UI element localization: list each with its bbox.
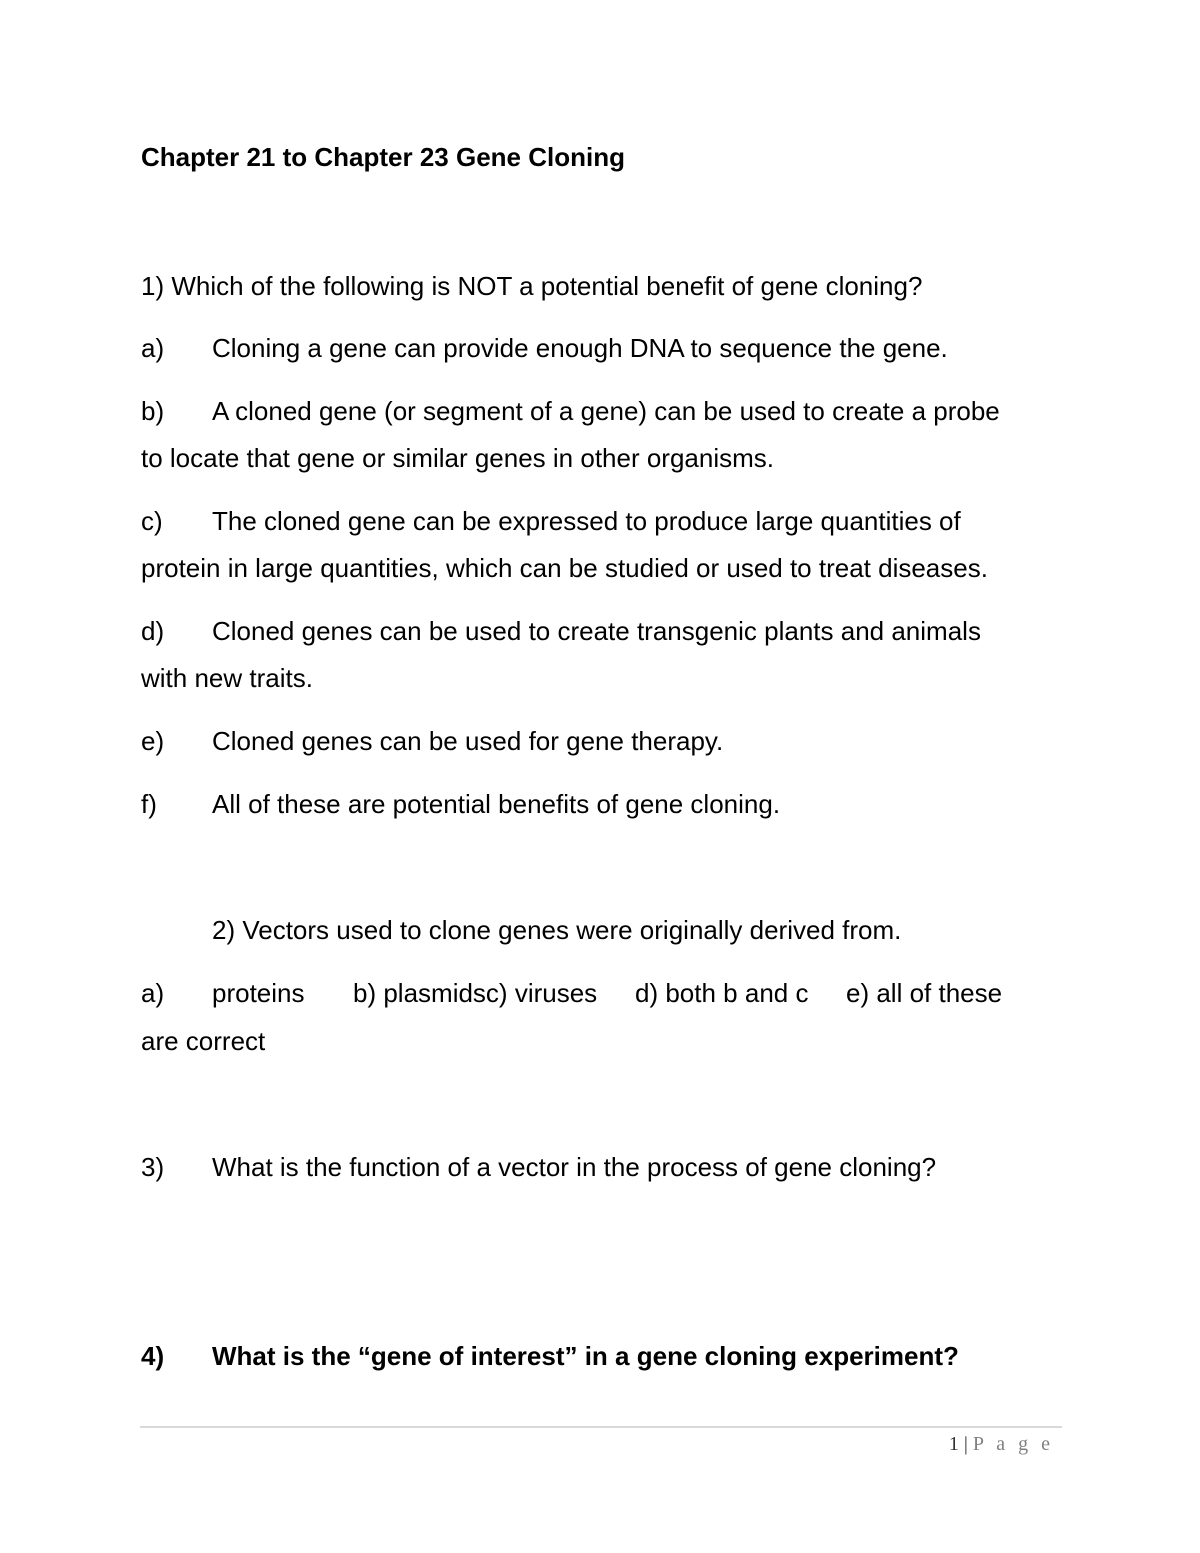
- page-number: 1: [948, 1433, 959, 1455]
- question-3: What is the function of a vector in the process of gene cloning?: [212, 1152, 937, 1182]
- q1-option-b-text: A cloned gene (or segment of a gene) can be used to create a probe: [212, 396, 1000, 426]
- q1-option-c-text-cont: protein in large quantities, which can be studied or used to treat diseases.: [141, 553, 988, 583]
- q1-option-c-text: The cloned gene can be expressed to produce large quantities of: [212, 506, 961, 536]
- q2-option-bc: b) plasmidsc) viruses: [353, 978, 598, 1008]
- footer-rule: [140, 1426, 1062, 1428]
- q1-option-d-text-cont: with new traits.: [141, 663, 313, 693]
- question-2: 2) Vectors used to clone genes were originally derived from.: [212, 915, 902, 945]
- q1-option-a-label: a): [141, 333, 165, 363]
- q3-label: 3): [141, 1152, 165, 1182]
- q1-option-e-text: Cloned genes can be used for gene therapy.: [212, 726, 724, 756]
- q1-option-a-text: Cloning a gene can provide enough DNA to sequence the gene.: [212, 333, 948, 363]
- q2-options-label: a): [141, 978, 165, 1008]
- q1-option-f-text: All of these are potential benefits of gene cloning.: [212, 789, 781, 819]
- q2-option-e-cont: are correct: [141, 1026, 266, 1056]
- q1-option-d-label: d): [141, 616, 165, 646]
- page-title: Chapter 21 to Chapter 23 Gene Cloning: [141, 142, 625, 172]
- q1-option-c-label: c): [141, 506, 163, 536]
- q4-label: 4): [141, 1341, 165, 1371]
- q1-option-d-text: Cloned genes can be used to create transgenic plants and animals: [212, 616, 981, 646]
- question-4: What is the “gene of interest” in a gene cloning experiment?: [212, 1341, 959, 1371]
- q2-option-e: e) all of these: [846, 978, 1003, 1008]
- q1-option-f-label: f): [141, 789, 157, 819]
- q1-option-e-label: e): [141, 726, 165, 756]
- q1-option-b-label: b): [141, 396, 165, 426]
- q2-option-a: proteins: [212, 978, 305, 1008]
- page-footer: [949, 1430, 1054, 1458]
- q2-option-d: d) both b and c: [635, 978, 809, 1008]
- page-word: P a g e: [972, 1433, 1054, 1455]
- question-1: 1) Which of the following is NOT a potential benefit of gene cloning?: [141, 271, 923, 301]
- footer-separator: |: [963, 1433, 968, 1455]
- q1-option-b-text-cont: to locate that gene or similar genes in other organisms.: [141, 443, 775, 473]
